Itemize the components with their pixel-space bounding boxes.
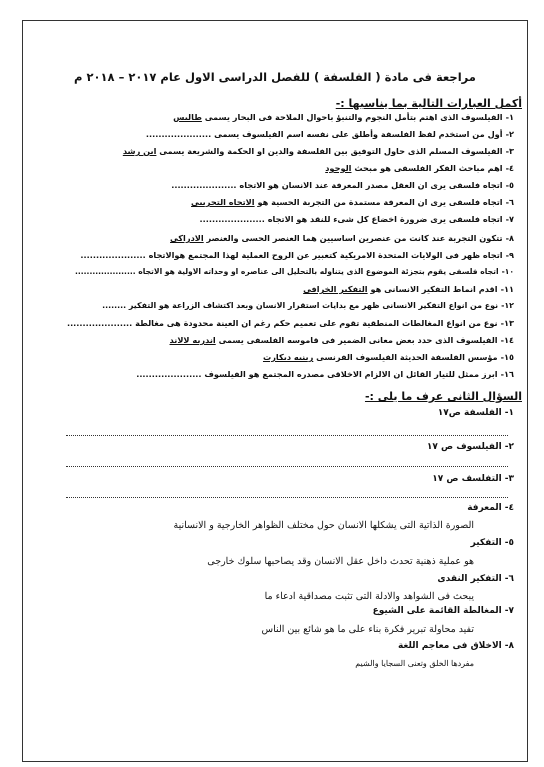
fill-item: ٧-اتجاه فلسفى يرى ضرورة اخضاع كل شىء للنقد هو الاتجاه ..................... (199, 214, 514, 224)
define-item: ٧-المغالطة القائمة على الشيوع (372, 606, 514, 616)
fill-item: ١-الفيلسوف الذى اهتم بتأمل النجوم والتنبؤ باحوال الملاحة فى البحار يسمى طاليس (173, 112, 514, 122)
define-item: ٢-الفيلسوف ص ١٧ (426, 442, 514, 452)
fill-item: ٩-اتجاه ظهر فى الولايات المتحدة الامريكية كتعبير عن الروح العملية لهذا المجتمع هوالاتجاه ..................... (80, 250, 514, 260)
answer-line (66, 435, 508, 436)
answer-line (66, 466, 508, 467)
fill-item: ١٦-ابرز ممثل للتيار القائل ان الالزام الاخلاقى مصدره المجتمع هو الفيلسوف ..................... (136, 369, 514, 379)
define-item: ٥-التفكير (470, 538, 514, 548)
define-item: ٨-الاخلاق فى معاجم اللغة (397, 641, 514, 651)
page-title: مراجعة فى مادة ( الفلسفة ) للفصل الدراسى الاول عام ٢٠١٧ – ٢٠١٨ م (74, 70, 476, 84)
fill-item: ٥-اتجاه فلسفى يرى ان العقل مصدر المعرفة عند الانسان هو الاتجاه ..................... (171, 180, 514, 190)
answer-line (66, 497, 508, 498)
definition: الصورة الذاتية التى يشكلها الانسان حول مختلف الظواهر الخارجية و الانسانية (173, 520, 474, 531)
fill-item: ٦-اتجاه فلسفى يرى ان المعرفة مستمدة من التجربة الحسية هو الاتجاه التجريبى (191, 197, 514, 207)
fill-item: ١١-اقدم انماط التفكير الانسانى هو التفكير الخرافى (303, 284, 514, 294)
fill-item: ١٣-نوع من انواع المغالطات المنطقية تقوم على تعميم حكم رغم ان العينة محدودة هى مغالطة ..................... (66, 318, 514, 328)
fill-item: ٤-اهم مباحث الفكر الفلسفى هو مبحث الوجود (325, 163, 514, 173)
define-item: ٦-التفكير النقدى (437, 574, 514, 584)
define-item: ٤-المعرفة (467, 503, 514, 513)
definition: يبحث فى الشواهد والادلة التى تثبت مصداقية ادعاء ما (264, 591, 474, 602)
define-item: ١-الفلسفة ص١٧ (437, 408, 514, 418)
fill-item: ١٤-الفيلسوف الذى حدد بعض معانى الضمير فى قاموسه الفلسفى يسمى اندريه لالاند (169, 335, 514, 345)
section2-heading: السؤال الثانى عرف ما يلى :- (364, 390, 522, 403)
fill-item: ١٠-اتجاه فلسفى يقوم بتجزئة الموضوع الذى يتناوله بالتحليل الى عناصره او وحداته الاولية هو الاتجاه ..................... (75, 267, 514, 276)
definition: هو عملية ذهنية تحدث داخل عقل الانسان وقد يصاحبها سلوك خارجى (207, 556, 474, 567)
define-item: ٣-التفلسف ص ١٧ (432, 474, 514, 484)
fill-item: ٢-أول من استخدم لفظ الفلسفة وأطلق على نفسه اسم الفيلسوف يسمى ..................... (145, 129, 514, 139)
definition: تفيد محاولة تبرير فكرة بناء على ما هو شائع بين الناس (261, 624, 474, 635)
section1-heading: أكمل العبارات التالية بما يناسبها :- (335, 97, 522, 110)
fill-item: ٣-الفيلسوف المسلم الذى حاول التوفيق بين الفلسفة والدين او الحكمة والشريعة يسمى ابن رشد (122, 146, 514, 156)
fill-item: ١٥-مؤسس الفلسفة الحديثة الفيلسوف الفرنسى رينيه ديكارت (262, 352, 514, 362)
fill-item: ١٢-نوع من انواع التفكير الانسانى ظهر مع بدايات استقرار الانسان وبعد اكتشاف الزراعة هو التفكير ........ (102, 301, 514, 310)
fill-item: ٨-تتكون التجربة عند كانت من عنصرين اساسيين هما العنصر الحسى والعنصر الادراكى (170, 233, 514, 243)
definition: مفردها الخلق وتعنى السجايا والشيم (355, 659, 474, 668)
